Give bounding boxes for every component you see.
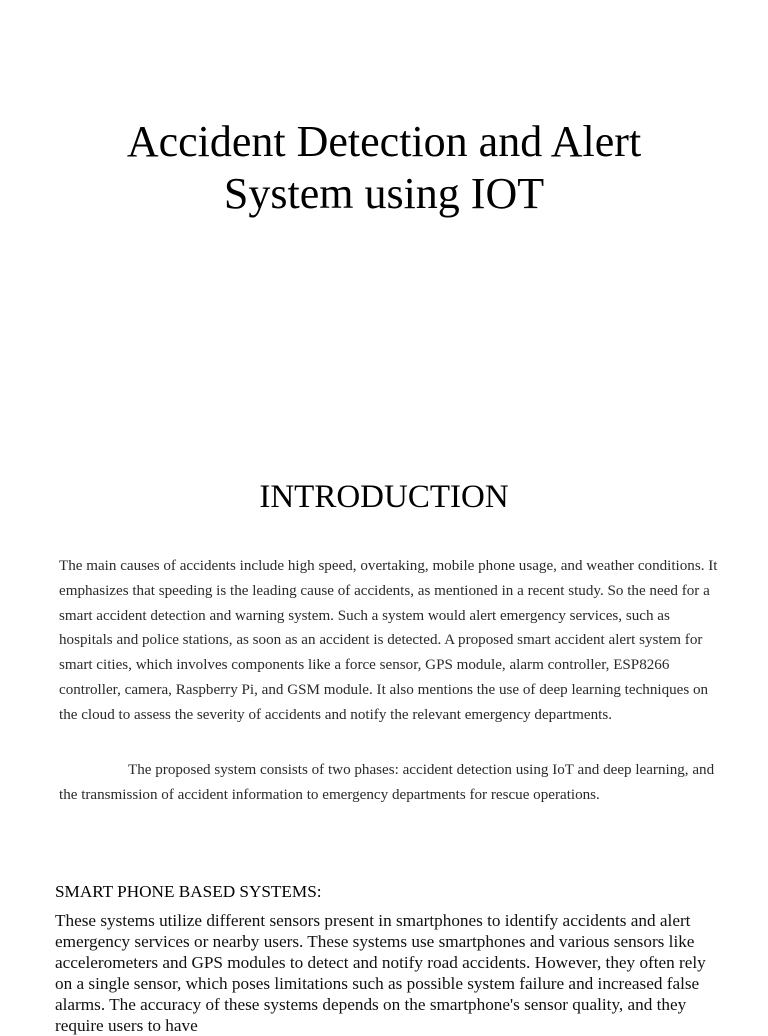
introduction-heading: INTRODUCTION <box>259 479 509 515</box>
document-title: Accident Detection and Alert System using IOT <box>126 117 642 218</box>
smart-phone-systems-heading: SMART PHONE BASED SYSTEMS: <box>55 882 322 901</box>
smart-phone-systems-paragraph: These systems utilize different sensors present in smartphones to identify accidents and alert emergency services or nearby users. These systems use smartphones and various sensors like accelerometers and GPS modules to detect and notify road accidents. However, they often rely on a single sensor, which poses limitations such as possible system failure and increased false alarms. The accuracy of these systems depends on the smartphone's sensor quality, and they require users to have <box>55 911 706 1035</box>
introduction-paragraph-1: The main causes of accidents include high speed, overtaking, mobile phone usage, and weather conditions. It emphasizes that speeding is the leading cause of accidents, as mentioned in a recent study. So the need for a smart accident detection and warning system. Such a system would alert emergency services, such as hospitals and police stations, as soon as an accident is detected. A proposed smart accident alert system for smart cities, which involves components like a force sensor, GPS module, alarm controller, ESP8266 controller, camera, Raspberry Pi, and GSM module. It also mentions the use of deep learning techniques on the cloud to assess the severity of accidents and notify the relevant emergency departments. <box>59 558 718 723</box>
introduction-paragraph-2: The proposed system consists of two phases: accident detection using IoT and deep learning, and the transmission of accident information to emergency departments for rescue operations. <box>59 762 715 803</box>
